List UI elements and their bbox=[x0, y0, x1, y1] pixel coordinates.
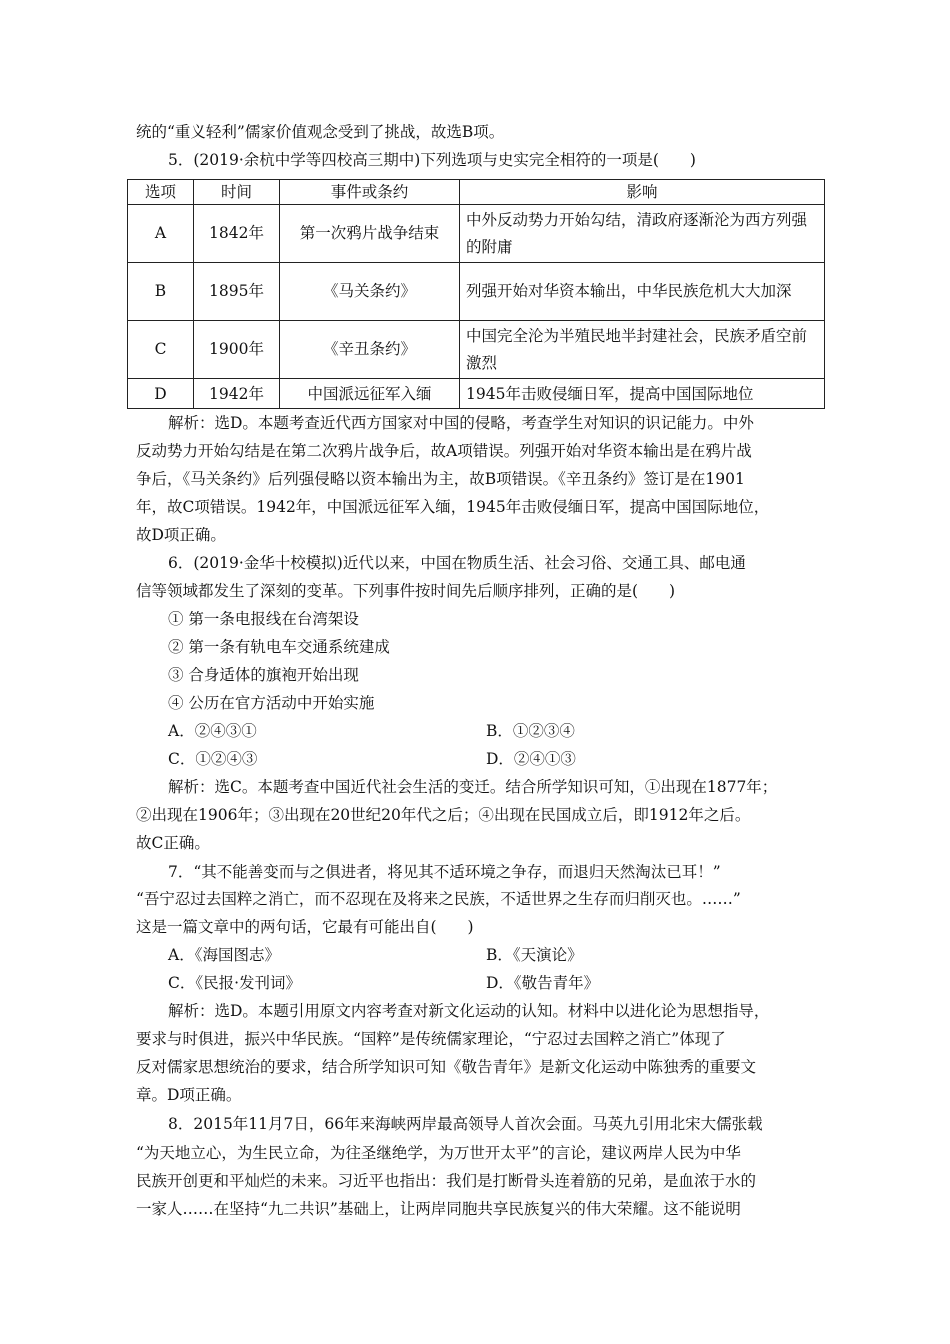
q7-analysis-line: 要求与时俱进，振兴中华民族。“国粹”是传统儒家理论，“宁忍过去国粹之消亡”体现了 bbox=[136, 1030, 726, 1048]
q7-stem-line: 这是一篇文章中的两句话，它最有可能出自( ) bbox=[136, 918, 474, 936]
q6-option-b[interactable]: B．①②③④ bbox=[486, 722, 575, 740]
cell-event: 第一次鸦片战争结束 bbox=[280, 205, 460, 263]
q7-stem-line: “吾宁忍过去国粹之消亡，而不忍现在及将来之民族，不适世界之生存而归削灭也。……” bbox=[136, 890, 741, 908]
table-row bbox=[128, 379, 825, 409]
q5-table bbox=[127, 179, 825, 409]
q6-option-c[interactable]: C．①②④③ bbox=[168, 750, 258, 768]
q7-option-c[interactable]: C．《民报·发刊词》 bbox=[168, 974, 302, 992]
q5-analysis-line: 争后，《马关条约》后列强侵略以资本输出为主，故B项错误。《辛丑条约》签订是在1901 bbox=[136, 470, 745, 488]
cell-event: 中国派远征军入缅 bbox=[280, 379, 460, 409]
q7-option-d[interactable]: D．《敬告青年》 bbox=[486, 974, 600, 992]
cell-event: 《马关条约》 bbox=[280, 263, 460, 321]
q7-option-a[interactable]: A．《海国图志》 bbox=[168, 946, 280, 964]
q7-analysis-line: 反对儒家思想统治的要求，结合所学知识可知《敬告青年》是新文化运动中陈独秀的重要文 bbox=[136, 1058, 757, 1076]
cell-time: 1900年 bbox=[194, 321, 280, 379]
q6-analysis-line: ②出现在1906年；③出现在20世纪20年代之后；④出现在民国成立后，即1912年之后。 bbox=[136, 806, 751, 824]
q6-item: ③ 合身适体的旗袍开始出现 bbox=[168, 666, 359, 684]
q6-analysis-line: 解析：选C。本题考查中国近代社会生活的变迁。结合所学知识可知，①出现在1877年； bbox=[168, 778, 778, 796]
cell-event: 《辛丑条约》 bbox=[280, 321, 460, 379]
q8-stem-line: 8．2015年11月7日，66年来海峡两岸最高领导人首次会面。马英九引用北宋大儒张载 bbox=[168, 1115, 763, 1133]
cell-effect: 列强开始对华资本输出，中华民族危机大大加深 bbox=[460, 263, 825, 321]
cell-time: 1842年 bbox=[194, 205, 280, 263]
q6-option-a[interactable]: A．②④③① bbox=[168, 722, 257, 740]
q6-stem-line: 信等领域都发生了深刻的变革。下列事件按时间先后顺序排列，正确的是( ) bbox=[136, 582, 676, 600]
table-row bbox=[128, 321, 825, 379]
header-time: 时间 bbox=[194, 180, 280, 205]
q6-item: ① 第一条电报线在台湾架设 bbox=[168, 610, 359, 628]
q7-option-b[interactable]: B．《天演论》 bbox=[486, 946, 583, 964]
q6-stem-line: 6．(2019·金华十校模拟)近代以来，中国在物质生活、社会习俗、交通工具、邮电通 bbox=[168, 554, 746, 572]
header-event: 事件或条约 bbox=[280, 180, 460, 205]
q5-analysis-line: 年，故C项错误。1942年，中国派远征军入缅，1945年击败侵缅日军，提高中国国际地位， bbox=[136, 498, 770, 516]
header-option: 选项 bbox=[128, 180, 194, 205]
q6-item: ④ 公历在官方活动中开始实施 bbox=[168, 694, 375, 712]
q7-stem-line: 7．“其不能善变而与之俱进者，将见其不适环境之争存，而退归天然淘汰已耳！” bbox=[168, 863, 721, 881]
q6-item: ② 第一条有轨电车交通系统建成 bbox=[168, 638, 390, 656]
cell-option: C bbox=[128, 321, 194, 379]
table-header-row bbox=[128, 180, 825, 205]
cell-time: 1942年 bbox=[194, 379, 280, 409]
q8-stem-line: “为天地立心，为生民立命，为往圣继绝学，为万世开太平”的言论，建议两岸人民为中华 bbox=[136, 1144, 741, 1162]
q7-analysis-line: 解析：选D。本题引用原文内容考查对新文化运动的认知。材料中以进化论为思想指导， bbox=[168, 1002, 770, 1020]
q6-analysis-line: 故C正确。 bbox=[136, 834, 210, 852]
intro-tail: 统的“重义轻利”儒家价值观念受到了挑战，故选B项。 bbox=[136, 123, 505, 141]
cell-effect: 中国完全沦为半殖民地半封建社会，民族矛盾空前激烈 bbox=[460, 321, 825, 379]
q6-option-d[interactable]: D．②④①③ bbox=[486, 750, 576, 768]
q5-stem: 5．(2019·余杭中学等四校高三期中)下列选项与史实完全相符的一项是( ) bbox=[168, 151, 696, 169]
table-row bbox=[128, 263, 825, 321]
table-row bbox=[128, 205, 825, 263]
cell-effect: 中外反动势力开始勾结，清政府逐渐沦为西方列强的附庸 bbox=[460, 205, 825, 263]
q5-analysis-line: 反动势力开始勾结是在第二次鸦片战争后，故A项错误。列强开始对华资本输出是在鸦片战 bbox=[136, 442, 752, 460]
q5-analysis-line: 故D项正确。 bbox=[136, 526, 226, 544]
cell-option: D bbox=[128, 379, 194, 409]
q8-stem-line: 民族开创更和平灿烂的未来。习近平也指出：我们是打断骨头连着筋的兄弟，是血浓于水的 bbox=[136, 1172, 757, 1190]
cell-time: 1895年 bbox=[194, 263, 280, 321]
q8-stem-line: 一家人……在坚持“九二共识”基础上，让两岸同胞共享民族复兴的伟大荣耀。这不能说明 bbox=[136, 1200, 741, 1218]
q5-analysis-line: 解析：选D。本题考查近代西方国家对中国的侵略，考查学生对知识的识记能力。中外 bbox=[168, 414, 754, 432]
cell-effect: 1945年击败侵缅日军，提高中国国际地位 bbox=[460, 379, 825, 409]
cell-option: A bbox=[128, 205, 194, 263]
q7-analysis-line: 章。D项正确。 bbox=[136, 1086, 242, 1104]
cell-option: B bbox=[128, 263, 194, 321]
header-effect: 影响 bbox=[460, 180, 825, 205]
